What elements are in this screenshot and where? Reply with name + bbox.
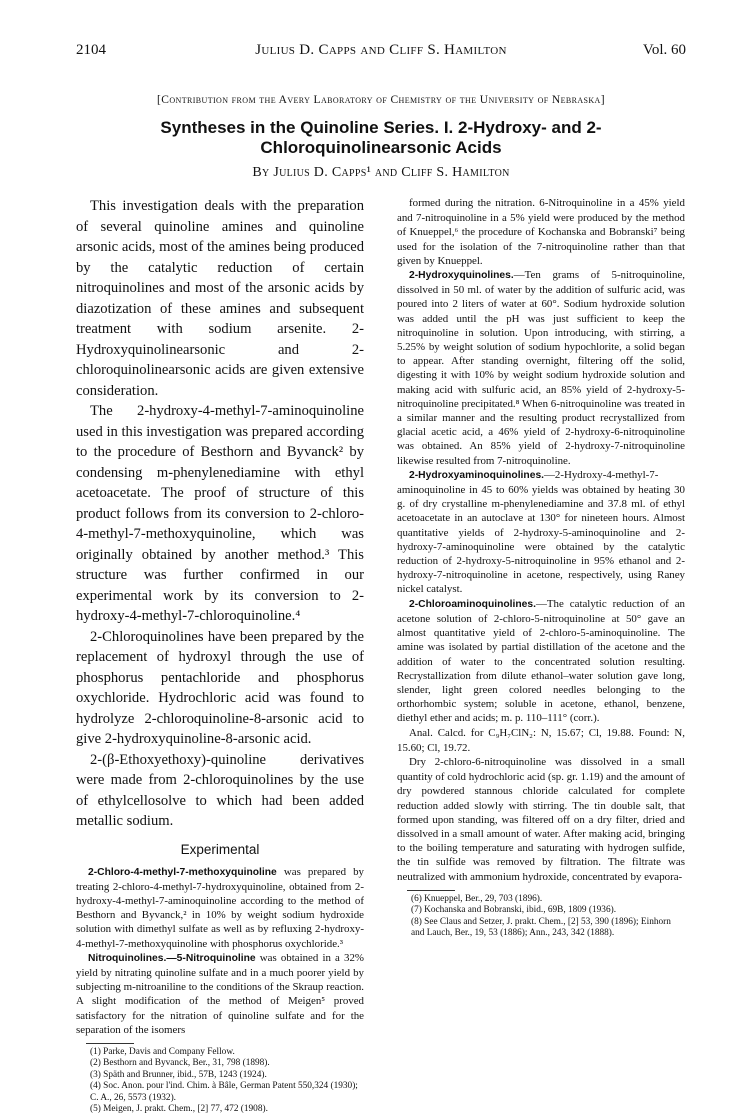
volume-number: Vol. 60 [642,42,686,58]
paragraph-text: was obtained in a 32% yield by nitrating quinoline sulfate and in a much poorer yield by subjecting m-nitroaniline to the conditions of the Skraup reaction. A slight modification of the method of Meigen⁵ proved satisfactory for the nitration of quinoline sulfate and for the separation of the isomers [76,951,364,1036]
paragraph-heading: 2-Hydroxyquinolines. [409,270,514,282]
footnote: (2) Besthorn and Byvanck, Ber., 31, 798 (1898). [90,1058,270,1069]
paragraph-text: formed during the nitration. 6-Nitroquinoline in a 45% yield and 7-nitroquinoline in a 5% yield were produced by the method of Knueppel,⁶ the procedure of Kochanska and Bobranski⁷ being used for the isolation of the 7-nitroquinoline rather than that given by Knueppel. [397,197,685,267]
experimental-paragraph [397,196,685,268]
intro-paragraph: This investigation deals with the preparation of several quinoline amines and quinoline arsonic acids, most of the amines being produced by the catalytic reduction of certain nitroquinolines and most of the arsonic acids by diazotization of these amines and subsequent treatment with sodium arsenite. 2-Hydroxyquinolinearsonic and 2-chloroquinolinearsonic acids are given extensive consideration. [76,198,364,399]
paragraph-text: Anal. Calcd. for C₉H₇ClN₂: N, 15.67; Cl, 19.88. Found: N, 15.60; Cl, 19.72. [397,726,685,754]
experimental-paragraph [76,865,364,951]
footnote: (7) Kochanska and Bobranski, ibid., 69B, 1809 (1936). [411,905,617,916]
left-column [76,196,364,1115]
experimental-paragraph [397,755,685,884]
intro-paragraph: 2-(β-Ethoxyethoxy)-quinoline derivatives were made from 2-chloroquinolines by the use of ethylcellosolve to which had been added metallic sodium. [76,751,364,829]
paragraph-heading: 2-Chloro-4-methyl-7-methoxyquinoline [88,866,277,878]
experimental-paragraph [397,268,685,468]
intro-paragraph: The 2-hydroxy-4-methyl-7-aminoquinoline used in this investigation was prepared according to the procedure of Besthorn and Byvanck² by condensing m-phenylenediamine with ethyl acetoacetate. The proof of structure of this product follows from its conversion to 2-chloro-4-methyl-7-methoxyquinoline, which was originally obtained by another method.³ This structure was further confirmed in our experimental work by its conversion to 2-hydroxy-4-methyl-7-chloroquinoline.⁴ [76,403,364,624]
experimental-paragraph [397,468,685,597]
footnote: (3) Späth and Brunner, ibid., 57B, 1243 (1924). [90,1069,267,1080]
running-head-authors: Julius D. Capps and Cliff S. Hamilton [255,42,507,58]
running-head [76,42,686,62]
article-title: Syntheses in the Quinoline Series. I. 2-Hydroxy- and 2-Chloroquinolinearsonic Acids [160,118,602,157]
paragraph-text: —Ten grams of 5-nitroquinoline, dissolved in 50 ml. of water by the addition of sulfuric acid, was poured into 2 liters of water at 60°. Sodium hydroxide solution was added until the pH was just sufficient to keep the nitroquinoline in solution. Upon introducing, with stirring, a 5.25% by weight solution of sodium hypochlorite, a solid began to appear. After standing overnight, filtering off the solid, digesting it with 10% by weight sodium hydroxide solution and making acid with sulfuric acid, an 85% yield of 2-hydroxy-5-nitroquinoline precipitated.⁸ When 6-nitroquinoline was treated in a similar manner and the resulting product recrystallized from glacial acetic acid, a 46% yield of 2-hydroxy-6-nitroquinoline was obtained. An 85% yield of 2-hydroxy-7-nitroquinoline likewise resulted from 7-nitroquinoline. [397,269,685,467]
experimental-paragraph [76,951,364,1037]
right-column [397,196,685,939]
footnote-rule [86,1043,134,1044]
footnote: (1) Parke, Davis and Company Fellow. [90,1046,235,1057]
footnote: (5) Meigen, J. prakt. Chem., [2] 77, 472 (1908). [90,1103,268,1114]
byline: By Julius D. Capps¹ and Cliff S. Hamilton [252,165,510,180]
experimental-paragraph [397,597,685,726]
contribution-line: [Contribution from the Avery Laboratory of Chemistry of the University of Nebraska] [157,94,605,106]
paragraph-text: —The catalytic reduction of an acetone solution of 2-chloro-5-nitroquinoline at 50° gave an almost quantitative yield of 2-chloro-5-aminoquinoline. The amine was isolated by partial distillation of the acetone and the addition of water to the concentrated solution resulting. Recrystallization from dilute ethanol–water solution gave long, slender, light green colored needles belonging to the orthorhombic system; soluble in acetone, ethanol, benzene, diethyl ether and acids; m. p. 110–111° (corr.). [397,597,685,725]
experimental-heading: Experimental [180,841,260,857]
paragraph-heading: Nitroquinolines.—5-Nitroquinoline [88,952,256,964]
paragraph-heading: 2-Hydroxyaminoquinolines. [409,469,545,481]
footnote: (8) See Claus and Setzer, J. prakt. Chem., [2] 53, 390 (1896); Einhorn and Lauch, Ber., 19, 53 (1886); Ann., 243, 342 (1888). [411,916,671,938]
page-number: 2104 [76,42,106,58]
paragraph-heading: 2-Chloroaminoquinolines. [409,598,536,610]
footnote-rule [407,890,455,891]
paragraph-text: Dry 2-chloro-6-nitroquinoline was dissolved in a small quantity of cold hydrochloric acid (sp. gr. 1.19) and the amount of dry powdered stannous chloride calculated for complete reduction added slowly with stirring. The tin double salt, that formed upon standing, was filtered off on a dry filter, dried and dissolved in a small amount of water. After making acid, bringing to the boiling temperature and saturating with hydrogen sulfide, the tin sulfide was removed by filtration. The filtrate was neutralized with ammonium hydroxide, concentrated by evapora- [397,755,685,883]
paragraph-text: —2-Hydroxy-4-methyl-7-aminoquinoline in 45 to 60% yields was obtained by heating 30 g. of dry crystalline m-phenylenediamine and 37.8 ml. of ethyl acetoacetate in an autoclave at 130° for nineteen hours. Almost quantitative yields of 2-hydroxy-5-aminoquinoline and 2-hydroxy-7-aminoquinoline were obtained by the catalytic reduction of 2-hydroxy-5-nitroquinoline in 95% ethanol and 2-hydroxy-7-nitroquinoline in acetone, respectively, using Raney nickel catalyst. [397,468,685,596]
footnote: (4) Soc. Anon. pour l'ind. Chim. à Bâle, German Patent 550,324 (1930); C. A., 26, 5573 (1932). [90,1081,358,1103]
analysis-paragraph [397,726,685,755]
footnote: (6) Knueppel, Ber., 29, 703 (1896). [411,893,543,904]
paragraph-text: was prepared by treating 2-chloro-4-methyl-7-hydroxyquinoline, obtained from 2-hydroxy-4-methyl-7-aminoquinoline according to the method of Besthorn and Byvanck,² in 10% by weight sodium hydroxide solution with dimethyl sulfate as well as by refluxing 2-hydroxy-4-methyl-7-methoxyquinoline with phosphorus oxychloride.³ [76,865,364,950]
intro-paragraph: 2-Chloroquinolines have been prepared by the replacement of hydroxyl through the use of phosphorus pentachloride and phosphorus oxychloride. Hydrochloric acid was found to hydrolyze 2-chloroquinoline-8-arsonic acid to give 2-hydroxyquinoline-8-arsonic acid. [76,628,364,747]
